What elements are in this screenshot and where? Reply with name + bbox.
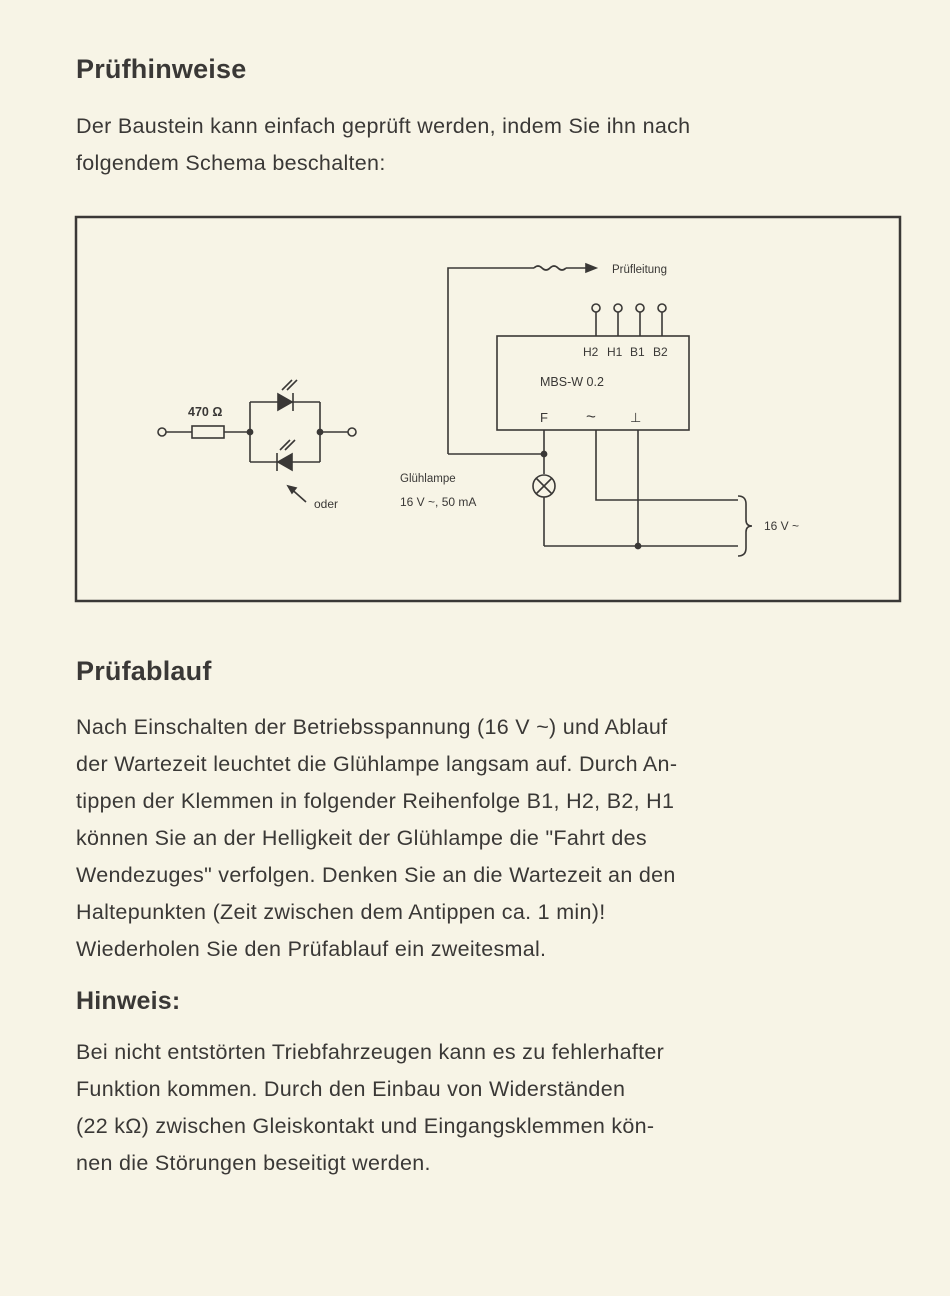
heading-pruefablauf: Prüfablauf xyxy=(76,656,212,686)
led-lower-icon xyxy=(278,454,292,470)
terminal-h2 xyxy=(592,304,600,312)
paragraph-pruefablauf xyxy=(76,709,906,968)
terminal-h1 xyxy=(614,304,622,312)
text-line: tippen der Klemmen in folgender Reihenfolge B1, H2, B2, H1 xyxy=(76,789,675,813)
oder-label: oder xyxy=(314,497,339,511)
module-label: MBS-W 0.2 xyxy=(540,375,604,389)
paragraph-pruefhinweise xyxy=(76,108,906,182)
text-line: Wiederholen Sie den Prüfablauf ein zweitesmal. xyxy=(76,937,547,961)
text-line: Der Baustein kann einfach geprüft werden, indem Sie ihn nach xyxy=(76,114,691,138)
lamp-label: Glühlampe xyxy=(400,473,456,485)
pin-label-ac: ~ xyxy=(586,407,596,426)
terminal-b2 xyxy=(658,304,666,312)
lamp-rating: 16 V ~, 50 mA xyxy=(400,495,477,509)
terminal-label-h2: H2 xyxy=(583,345,599,359)
text-line: nen die Störungen beseitigt werden. xyxy=(76,1151,431,1175)
heading-hinweis: Hinweis: xyxy=(76,987,181,1015)
pin-label-f: F xyxy=(540,410,548,425)
terminal-label-b2: B2 xyxy=(653,345,668,359)
text-line: Nach Einschalten der Betriebsspannung (16 V ~) und Ablauf xyxy=(76,715,668,739)
text-line: Funktion kommen. Durch den Einbau von Widerständen xyxy=(76,1077,626,1101)
resistor-470 xyxy=(192,426,224,438)
resistor-label: 470 Ω xyxy=(188,405,223,419)
terminal-label-h1: H1 xyxy=(607,345,623,359)
arrow-pruefleitung-icon xyxy=(586,264,596,272)
pruefleitung-label: Prüfleitung xyxy=(612,264,667,276)
supply-brace xyxy=(738,496,752,556)
text-line: der Wartezeit leuchtet die Glühlampe langsam auf. Durch An- xyxy=(76,752,678,776)
terminal-label-b1: B1 xyxy=(630,345,645,359)
heading-pruefhinweise: Prüfhinweise xyxy=(76,54,247,84)
text-line: (22 kΩ) zwischen Gleiskontakt und Eingangsklemmen kön- xyxy=(76,1114,655,1138)
terminal-right xyxy=(348,428,356,436)
text-line: Wendezuges" verfolgen. Denken Sie an die Wartezeit an den xyxy=(76,863,676,887)
text-line: können Sie an der Helligkeit der Glühlampe die "Fahrt des xyxy=(76,826,647,850)
test-circuit-schematic xyxy=(74,214,902,604)
supply-label: 16 V ~ xyxy=(764,519,800,533)
led-upper-icon xyxy=(278,394,292,410)
text-line: Bei nicht entstörten Triebfahrzeugen kann es zu fehlerhafter xyxy=(76,1040,665,1064)
pin-label-gnd: ⊥ xyxy=(630,410,642,425)
terminal-b1 xyxy=(636,304,644,312)
paragraph-hinweis xyxy=(76,1034,906,1182)
text-line: folgendem Schema beschalten: xyxy=(76,151,386,175)
text-line: Haltepunkten (Zeit zwischen dem Antippen ca. 1 min)! xyxy=(76,900,606,924)
terminal-left xyxy=(158,428,166,436)
